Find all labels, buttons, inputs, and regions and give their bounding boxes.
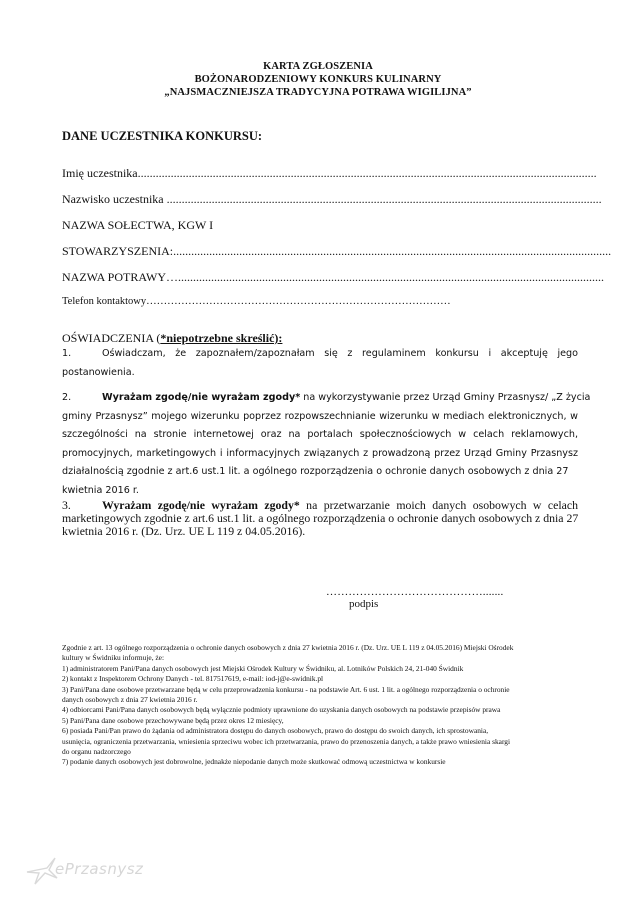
- document-header: [0, 60, 636, 99]
- declaration-1-text: Oświadczam, że zapoznałem/zapoznałam się z regulaminem konkursu i akceptuję jego: [102, 348, 578, 359]
- declaration-3: [62, 499, 578, 538]
- declaration-3-consent: Wyrażam zgodę/nie wyrażam zgody*: [102, 498, 300, 512]
- gdpr-notice-line: 5) Pani/Pana dane osobowe przechowywane będą przez okres 12 miesięcy,: [62, 715, 284, 725]
- signature-label: podpis: [349, 598, 379, 610]
- gdpr-notice-line: 1) administratorem Pani/Pana danych osobowych jest Miejski Ośrodek Kultury w Świdniku, al. Lotników Polskich 24, 21-040 Świdnik: [62, 663, 464, 673]
- gdpr-notice-line: 2) kontakt z Inspektorem Ochrony Danych - tel. 817517619, e-mail: iod-j@e-swidnik.pl: [62, 674, 324, 684]
- declaration-1-line-1: [62, 345, 578, 364]
- header-line-2: BOŻONARODZENIOWY KONKURS KULINARNY: [194, 74, 442, 85]
- declarations-title-note: *niepotrzebne skreślić):: [160, 331, 283, 345]
- field-village-name: NAZWA SOŁECTWA, KGW I: [62, 218, 214, 232]
- gdpr-notice-line: 3) Pani/Pana dane osobowe przetwarzane będą w celu przeprowadzenia konkursu - na podstawie Art. 6 ust. 1 lit. a ogólnego rozporządzenia o ochronie: [62, 684, 510, 694]
- gdpr-notice: [62, 643, 582, 768]
- gdpr-notice-line: usunięcia, ograniczenia przetwarzania, wniesienia sprzeciwu wobec ich przetwarzania, prawo do przenoszenia danych, a także prawo wniesienia skargi: [62, 736, 511, 746]
- header-line-1: KARTA ZGŁOSZENIA: [263, 61, 373, 72]
- gdpr-notice-line: do organu nadzorczego: [62, 747, 131, 757]
- gdpr-notice-line: 6) posiada Pani/Pan prawo do żądania od administratora dostępu do danych osobowych, prawo do dostępu do swoich danych, ich sprostowania,: [62, 726, 489, 736]
- declaration-2-line-2: gminy Przasnysz” mojego wizerunku poprzez rozpowszechnianie wizerunku w mediach elektronicznych, w: [62, 410, 578, 422]
- gdpr-notice-line: 4) odbiorcami Pani/Pana danych osobowych będą wyłącznie podmioty uprawnione do uzyskania danych osobowych na podstawie przepisów prawa: [62, 705, 501, 715]
- declaration-1-line-2: postanowienia.: [62, 366, 135, 378]
- gdpr-notice-line: Zgodnie z art. 13 ogólnego rozporządzenia o ochronie danych osobowych z dnia 27 kwietnia 2016 r. (Dz. Urz. UE L 119 z 04.05.2016) Miejski Ośrodek: [62, 643, 514, 652]
- watermark-text: ePrzasnysz: [55, 860, 144, 878]
- gdpr-notice-line: kultury w Świdniku informuje, że:: [62, 653, 165, 663]
- declaration-2-text: na wykorzystywanie przez Urząd Gminy Przasnysz/ „Z życia: [300, 392, 591, 403]
- field-first-name: Imię uczestnika.........................................................................................................................................................: [62, 166, 597, 180]
- field-phone: Telefon kontaktowy……………………………………………………………………………: [62, 296, 451, 307]
- participant-section-title: DANE UCZESTNIKA KONKURSU:: [62, 129, 263, 143]
- header-line-3: „NAJSMACZNIEJSZA TRADYCYJNA POTRAWA WIGILIJNA”: [164, 87, 472, 98]
- declaration-2-consent: Wyrażam zgodę/nie wyrażam zgody*: [102, 392, 301, 403]
- star-icon: [25, 856, 59, 886]
- declaration-3-text: na przetwarzanie moich danych osobowych w celach: [299, 498, 578, 512]
- gdpr-notice-line: danych osobowych z dnia 27 kwietnia 2016 r.: [62, 695, 198, 705]
- declaration-2-line-5: działalnością zgodnie z art.6 ust.1 lit. a ogólnego rozporządzenia o ochronie danych osobowych z dnia 27: [62, 466, 569, 477]
- declaration-2: [62, 389, 591, 500]
- field-dish-name: NAZWA POTRAWY…..............................................................................................................................................: [62, 270, 605, 284]
- declarations-title: [62, 331, 282, 346]
- field-last-name: Nazwisko uczestnika .................................................................................................................................................: [62, 192, 602, 206]
- signature-line: …………………………………….......: [326, 586, 504, 598]
- field-association: STOWARZYSZENIA:..................................................................................................................................................: [62, 244, 612, 258]
- declaration-2-line-4: promocyjnych, marketingowych i informacyjnych związanych z prowadzoną przez Urząd Gminy Przasnysz: [62, 447, 578, 459]
- declaration-1-number: 1.: [62, 348, 72, 359]
- declaration-3-line-3: kwietnia 2016 r. (Dz. Urz. UE L 119 z 04.05.2016).: [62, 524, 306, 538]
- declaration-2-line-3: szczególności na stronie internetowej oraz na portalach społecznościowych w celach reklamowych,: [62, 429, 578, 440]
- declaration-2-number: 2.: [62, 392, 72, 403]
- declarations-title-text: OŚWIADCZENIA (: [62, 331, 161, 345]
- declaration-3-number: 3.: [62, 498, 71, 512]
- declaration-2-line-1: [62, 389, 591, 408]
- gdpr-notice-line: 7) podanie danych osobowych jest dobrowolne, jednakże niepodanie danych może skutkować odmową uczestnictwa w konkursie: [62, 757, 446, 767]
- declaration-3-line-2: marketingowych zgodnie z art.6 ust.1 lit. a ogólnego rozporządzenia o ochronie danych osobowych z dnia 27: [62, 511, 579, 525]
- declaration-2-line-6: kwietnia 2016 r.: [62, 484, 139, 496]
- declaration-1: [62, 345, 578, 382]
- watermark-logo: [25, 856, 165, 886]
